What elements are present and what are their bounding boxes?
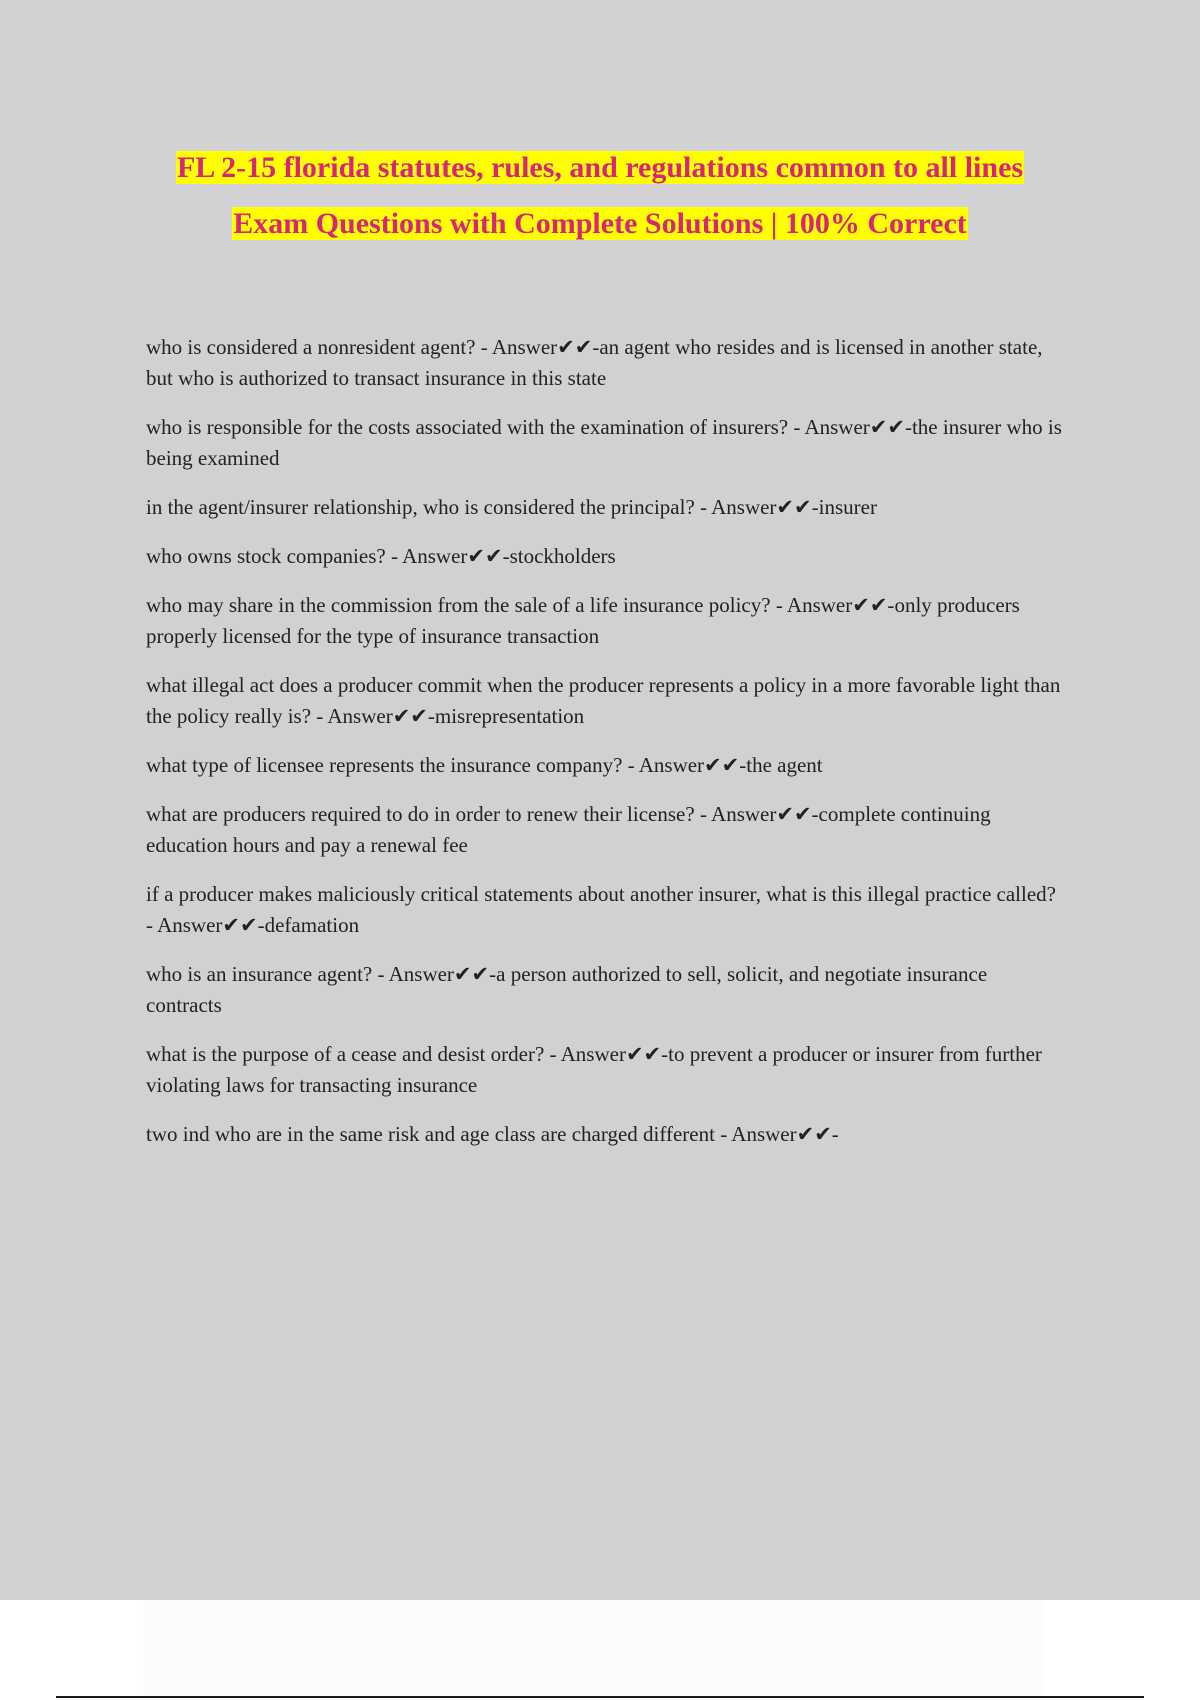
question: who may share in the commission from the sale of a life insurance policy?	[146, 593, 771, 617]
answer: only producers properly licensed for the type of insurance transaction	[146, 593, 1020, 648]
question: what are producers required to do in order to renew their license?	[146, 802, 695, 826]
title-line-2	[0, 196, 1200, 252]
qa-item-2	[146, 412, 1066, 474]
qa-item-10	[146, 959, 1066, 1021]
page-footer-area	[143, 1600, 1043, 1695]
title-text-1: FL 2-15 florida statutes, rules, and regulations common to all lines	[176, 151, 1024, 184]
answer-marker: Answer✔✔-	[388, 962, 497, 986]
answer-marker: Answer✔✔-	[731, 1122, 839, 1146]
footer-divider	[56, 1696, 1144, 1698]
separator: -	[146, 913, 158, 937]
separator: -	[770, 593, 787, 617]
answer-marker: Answer✔✔-	[491, 335, 600, 359]
answer: misrepresentation	[434, 704, 585, 728]
answer-marker: Answer✔✔-	[402, 544, 510, 568]
answer-marker: Answer✔✔-	[804, 415, 912, 439]
qa-item-12	[146, 1119, 1066, 1150]
answer: insurer	[818, 495, 877, 519]
answer: complete continuing education hours and pay a renewal fee	[146, 802, 991, 857]
qa-item-1	[146, 332, 1066, 394]
question: who is an insurance agent?	[146, 962, 373, 986]
question: who is responsible for the costs associated with the examination of insurers?	[146, 415, 789, 439]
question: what type of licensee represents the insurance company?	[146, 753, 623, 777]
separator: -	[475, 335, 492, 359]
answer: an agent who resides and is licensed in another state, but who is authorized to transact insurance in this state	[146, 335, 1043, 390]
separator: -	[694, 495, 712, 519]
qa-item-5	[146, 590, 1066, 652]
answer-marker: Answer✔✔-	[157, 913, 265, 937]
answer-marker: Answer✔✔-	[327, 704, 435, 728]
qa-item-3	[146, 492, 1066, 523]
answer-marker: Answer✔✔-	[786, 593, 895, 617]
answer-marker: Answer✔✔-	[711, 802, 819, 826]
answer: a person authorized to sell, solicit, and negotiate insurance contracts	[146, 962, 988, 1017]
answer: stockholders	[509, 544, 616, 568]
qa-item-4	[146, 541, 1066, 572]
question: what illegal act does a producer commit when the producer represents a policy in a more favorable light than the policy really is?	[146, 673, 1061, 728]
question: two ind who are in the same risk and age class are charged different	[146, 1122, 715, 1146]
separator: -	[385, 544, 403, 568]
question: what is the purpose of a cease and desist order?	[146, 1042, 545, 1066]
question: who owns stock companies?	[146, 544, 386, 568]
answer-marker: Answer✔✔-	[711, 495, 819, 519]
separator: -	[544, 1042, 561, 1066]
answer-marker: Answer✔✔-	[560, 1042, 669, 1066]
qa-item-6	[146, 670, 1066, 732]
qa-list	[146, 332, 1066, 1168]
question: in the agent/insurer relationship, who is considered the principal?	[146, 495, 695, 519]
title-line-1	[0, 140, 1200, 196]
qa-item-9	[146, 879, 1066, 941]
question: who is considered a nonresident agent?	[146, 335, 476, 359]
title-text-2: Exam Questions with Complete Solutions | 100% Correct	[233, 207, 967, 240]
answer: to prevent a producer or insurer from further violating laws for transacting insurance	[146, 1042, 1042, 1097]
answer: the insurer who is being examined	[146, 415, 1062, 470]
separator: -	[694, 802, 712, 826]
answer: the agent	[746, 753, 823, 777]
document-title	[0, 140, 1200, 252]
separator: -	[311, 704, 328, 728]
separator: -	[788, 415, 805, 439]
qa-item-11	[146, 1039, 1066, 1101]
separator: -	[372, 962, 389, 986]
separator: -	[714, 1122, 732, 1146]
qa-item-7	[146, 750, 1066, 781]
answer-marker: Answer✔✔-	[638, 753, 747, 777]
question: if a producer makes maliciously critical statements about another insurer, what is this illegal practice called?	[146, 882, 1056, 906]
qa-item-8	[146, 799, 1066, 861]
separator: -	[622, 753, 639, 777]
answer: defamation	[264, 913, 360, 937]
